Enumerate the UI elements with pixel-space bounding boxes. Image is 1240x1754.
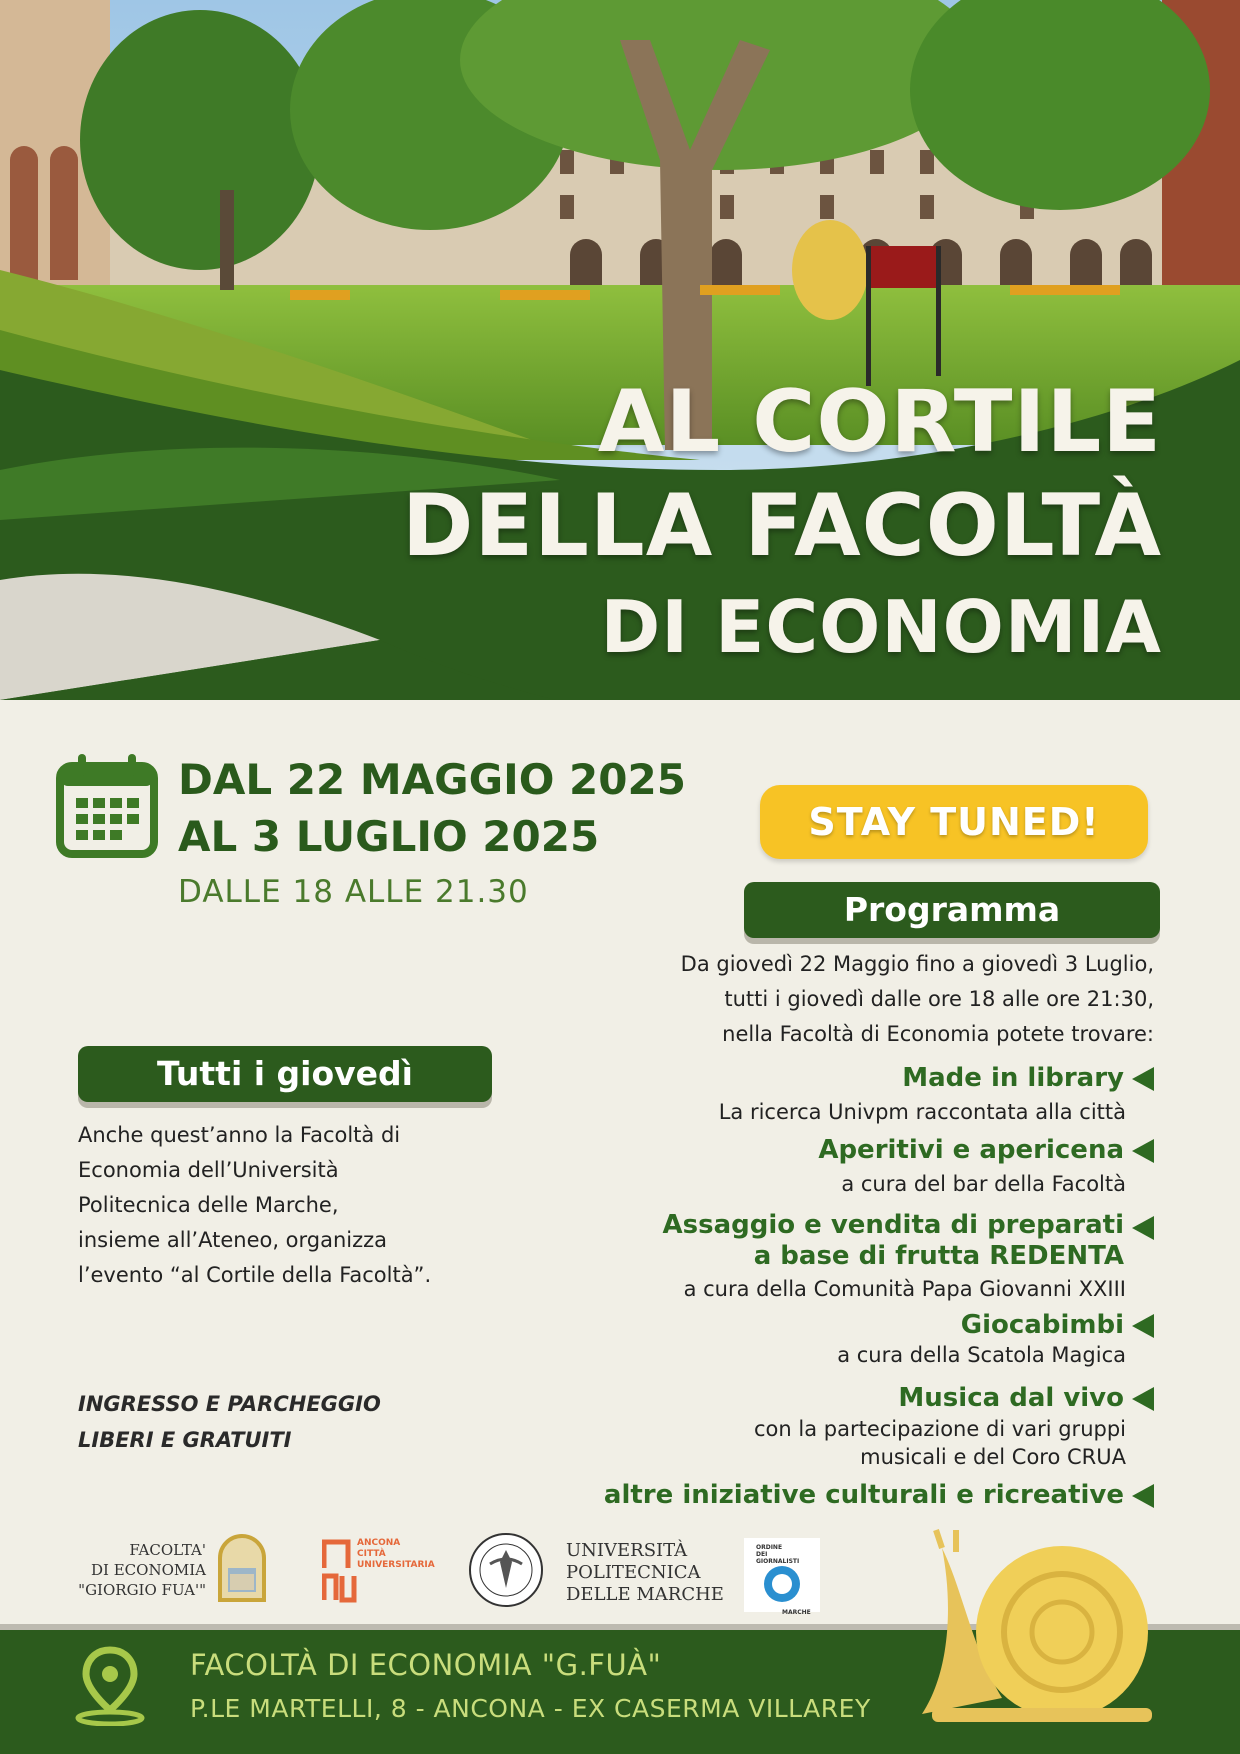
calendar-icon xyxy=(56,752,158,858)
programma-item-heading: Assaggio e vendita di preparati xyxy=(662,1210,1124,1240)
facolta-building-logo xyxy=(216,1534,268,1602)
logo-line: UNIVERSITÀ xyxy=(566,1540,688,1561)
title-line-3: DI ECONOMIA xyxy=(600,585,1162,669)
logo-line: DEI xyxy=(756,1551,768,1558)
logo-line: DELLE MARCHE xyxy=(566,1584,724,1605)
programma-item-heading: Aperitivi e apericena xyxy=(818,1135,1124,1165)
tutti-giovedi-heading: Tutti i giovedì xyxy=(78,1046,492,1102)
arrow-left-icon xyxy=(1132,1067,1154,1091)
arrow-left-icon xyxy=(1132,1314,1154,1338)
univpm-seal-logo xyxy=(468,1532,544,1608)
free-entry-line: LIBERI E GRATUITI xyxy=(78,1428,292,1452)
location-pin-icon xyxy=(74,1646,146,1726)
stay-tuned-badge: STAY TUNED! xyxy=(760,785,1148,859)
programma-item-sub: a cura della Comunità Papa Giovanni XXIII xyxy=(683,1277,1126,1301)
free-entry-note xyxy=(78,1386,381,1458)
date-time: DALLE 18 ALLE 21.30 xyxy=(178,874,529,910)
programma-item-heading: Musica dal vivo xyxy=(898,1383,1124,1413)
arrow-left-icon xyxy=(1132,1387,1154,1411)
ancona-logo-text xyxy=(357,1538,435,1571)
title-line-2: DELLA FACOLTÀ xyxy=(402,476,1162,576)
description-line: l’evento “al Cortile della Facoltà”. xyxy=(78,1263,432,1287)
programma-item-sub: La ricerca Univpm raccontata alla città xyxy=(718,1100,1126,1124)
title-line-1: AL CORTILE xyxy=(597,372,1162,472)
arrow-left-icon xyxy=(1132,1484,1154,1508)
programma-item-sub: con la partecipazione di vari gruppi xyxy=(754,1417,1126,1441)
snail-sculpture-image xyxy=(912,1528,1162,1724)
logo-line: MARCHE xyxy=(782,1609,811,1616)
description-text xyxy=(78,1118,498,1293)
programma-intro-1: Da giovedì 22 Maggio fino a giovedì 3 Luglio, xyxy=(680,952,1154,976)
programma-item-heading: a base di frutta REDENTA xyxy=(753,1241,1124,1271)
programma-heading: Programma xyxy=(744,882,1160,938)
programma-item-sub: musicali e del Coro CRUA xyxy=(860,1445,1126,1469)
arrow-left-icon xyxy=(1132,1139,1154,1163)
date-end: AL 3 LUGLIO 2025 xyxy=(178,812,600,861)
programma-intro-2: tutti i giovedì dalle ore 18 alle ore 21:30, xyxy=(724,987,1154,1011)
logo-line: ANCONA xyxy=(357,1538,401,1548)
description-line: Anche quest’anno la Facoltà di xyxy=(78,1123,401,1147)
logo-line: UNIVERSITARIA xyxy=(357,1560,435,1570)
programma-item-sub: a cura del bar della Facoltà xyxy=(841,1172,1126,1196)
free-entry-line: INGRESSO E PARCHEGGIO xyxy=(78,1392,381,1416)
univpm-logo-text xyxy=(566,1540,724,1606)
logo-line: FACOLTA' xyxy=(129,1541,206,1559)
programma-item-heading: Giocabimbi xyxy=(960,1310,1124,1340)
arrow-left-icon xyxy=(1132,1216,1154,1240)
logo-line: POLITECNICA xyxy=(566,1562,701,1583)
programma-item-heading: altre iniziative culturali e ricreative xyxy=(603,1480,1124,1510)
description-line: insieme all’Ateneo, organizza xyxy=(78,1228,388,1252)
logo-line: GIORNALISTI xyxy=(756,1558,800,1565)
logo-line: DI ECONOMIA xyxy=(91,1561,206,1579)
logo-line: CITTÀ xyxy=(357,1549,386,1559)
description-line: Politecnica delle Marche, xyxy=(78,1193,339,1217)
programma-item-sub: a cura della Scatola Magica xyxy=(837,1343,1126,1367)
programma-item-heading: Made in library xyxy=(902,1063,1124,1093)
logo-line: ORDINE xyxy=(756,1544,783,1551)
description-line: Economia dell’Università xyxy=(78,1158,339,1182)
facolta-logo-text xyxy=(66,1540,206,1600)
logo-line: "GIORGIO FUA'" xyxy=(78,1581,206,1599)
date-start: DAL 22 MAGGIO 2025 xyxy=(178,755,686,804)
odg-logo-text xyxy=(756,1544,811,1616)
programma-intro-3: nella Facoltà di Economia potete trovare: xyxy=(722,1022,1154,1046)
footer-venue: FACOLTÀ DI ECONOMIA "G.FUÀ" xyxy=(190,1648,662,1682)
footer-address: P.LE MARTELLI, 8 - ANCONA - EX CASERMA VILLAREY xyxy=(190,1694,871,1723)
